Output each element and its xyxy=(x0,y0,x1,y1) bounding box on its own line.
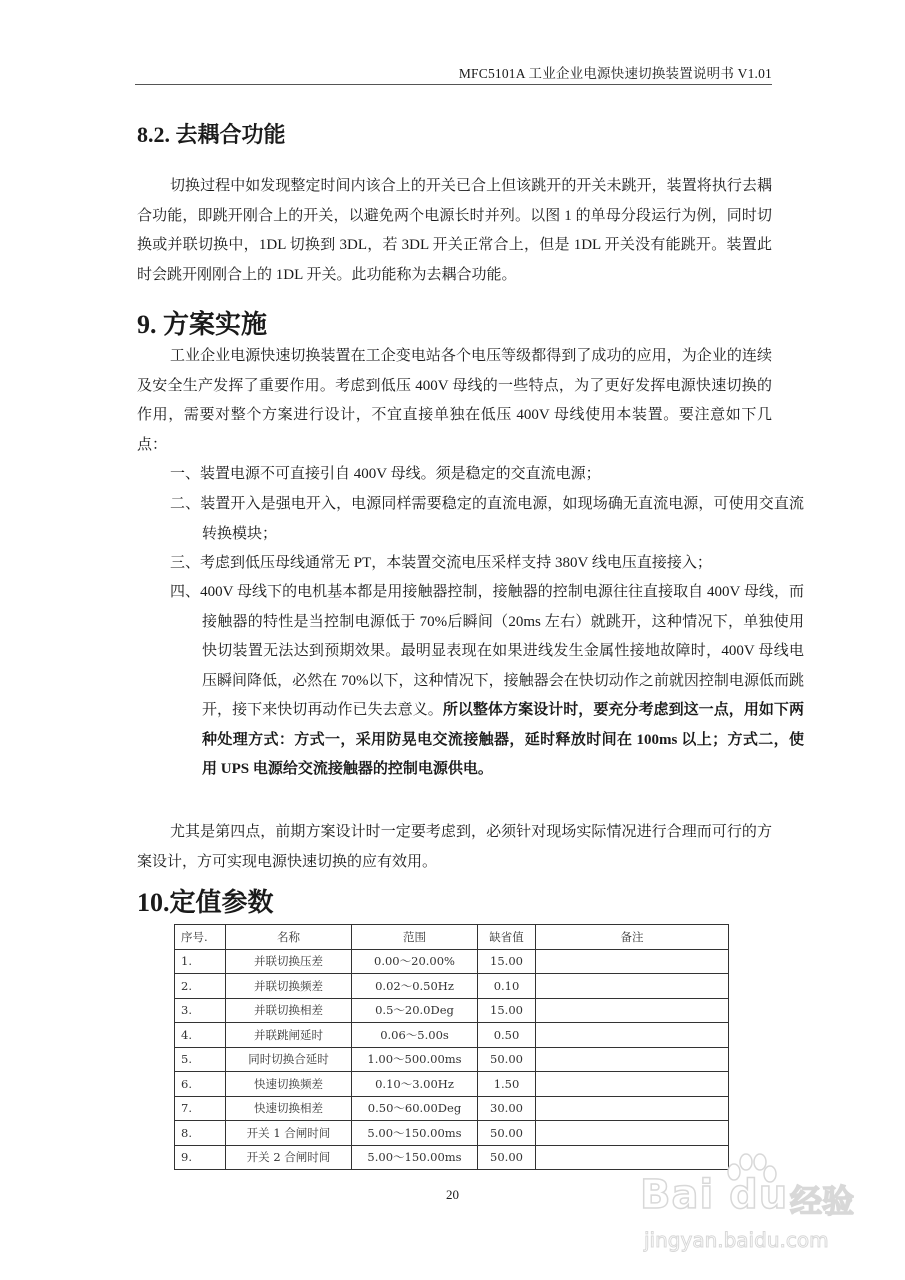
cell-index: 5. xyxy=(175,1047,226,1072)
cell-remarks xyxy=(536,949,729,974)
cell-range: 0.06～5.00s xyxy=(352,1023,478,1048)
cell-range: 0.10～3.00Hz xyxy=(352,1072,478,1097)
cell-remarks xyxy=(536,974,729,999)
document-header-title: MFC5101A 工业企业电源快速切换装置说明书 V1.01 xyxy=(458,66,772,81)
list-item-label: 一、 xyxy=(170,466,201,482)
column-header-default: 缺省值 xyxy=(478,925,536,950)
section-9-intro: 工业企业电源快速切换装置在工企变电站各个电压等级都得到了成功的应用，为企业的连续及安全生产发挥了重要作用。考虑到低压 400V 母线的一些特点，为了更好发挥电源快速切换的作用，需要对整个方案进行设计，不宜直接单独在低压 400V 母线使用本装置。要注意如下几点： xyxy=(137,348,772,453)
column-header-name: 名称 xyxy=(226,925,352,950)
list-item-text: 装置电源不可直接引自 400V 母线。须是稳定的交直流电源； xyxy=(200,466,601,482)
section-8-2-paragraph: 切换过程中如发现整定时间内该合上的开关已合上但该跳开的开关未跳开，装置将执行去耦合功能，即跳开刚合上的开关，以避免两个电源长时并列。以图 1 的单母分段运行为例，同时切换或并联切换中，1DL 切换到 3DL，若 3DL 开关正常合上，但是 1DL 开关没有能跳开。装置此时会跳开刚刚合上的 1DL 开关。此功能称为去耦合功能。 xyxy=(137,178,772,283)
cell-default: 0.50 xyxy=(478,1023,536,1048)
header-divider xyxy=(135,84,772,85)
table-row xyxy=(175,1072,729,1097)
cell-index: 7. xyxy=(175,1096,226,1121)
cell-range: 5.00～150.00ms xyxy=(352,1121,478,1146)
column-header-index: 序号. xyxy=(175,925,226,950)
cell-default: 30.00 xyxy=(478,1096,536,1121)
cell-name: 快速切换相差 xyxy=(226,1096,352,1121)
cell-default: 50.00 xyxy=(478,1121,536,1146)
list-item-label: 三、 xyxy=(170,555,201,571)
list-item-label: 四、 xyxy=(170,584,201,600)
cell-default: 1.50 xyxy=(478,1072,536,1097)
cell-range: 5.00～150.00ms xyxy=(352,1145,478,1170)
cell-remarks xyxy=(536,1023,729,1048)
cell-name: 开关 1 合闸时间 xyxy=(226,1121,352,1146)
list-item-label: 二、 xyxy=(170,496,201,512)
list-item-emphasis: 所以整体方案设计时，要充分考虑到这一点，用如下两种处理方式：方式一，采用防晃电交流接触器，延时释放时间在 100ms 以上；方式二，使用 UPS 电源给交流接触器的控制电源供电。 xyxy=(202,702,804,777)
table-row xyxy=(175,949,729,974)
cell-remarks xyxy=(536,998,729,1023)
table-header-row xyxy=(175,925,729,950)
list-item-text: 400V 母线下的电机基本都是用接触器控制，接触器的控制电源往往直接取自 400V 母线，而接触器的特性是当控制电源低于 70%后瞬间（20ms 左右）就跳开，这种情况下，单独使用快切装置无法达到预期效果。最明显表现在如果进线发生金属性接地故障时，400V 母线电压瞬间降低，必然在 70%以下，这种情况下，接触器会在快切动作之前就因控制电源低而跳开，接下来快切再动作已失去意义。 xyxy=(200,584,804,718)
section-8-2-heading: 8.2. 去耦合功能 xyxy=(137,122,286,147)
cell-range: 0.02～0.50Hz xyxy=(352,974,478,999)
table-row xyxy=(175,974,729,999)
list-item-3 xyxy=(170,549,804,579)
cell-index: 1. xyxy=(175,949,226,974)
list-item-text: 考虑到低压母线通常无 PT，本装置交流电压采样支持 380V 线电压直接接入； xyxy=(200,555,712,571)
section-9-closing: 尤其是第四点，前期方案设计时一定要考虑到，必须针对现场实际情况进行合理而可行的方案设计，方可实现电源快速切换的应有效用。 xyxy=(137,824,772,870)
section-10-heading: 10.定值参数 xyxy=(137,888,274,917)
cell-default: 15.00 xyxy=(478,998,536,1023)
cell-range: 0.5～20.0Deg xyxy=(352,998,478,1023)
cell-remarks xyxy=(536,1047,729,1072)
list-item-text: 装置开入是强电开入，电源同样需要稳定的直流电源，如现场确无直流电源，可使用交直流转换模块； xyxy=(200,496,804,542)
cell-range: 0.50～60.00Deg xyxy=(352,1096,478,1121)
cell-default: 50.00 xyxy=(478,1047,536,1072)
section-9-heading: 9. 方案实施 xyxy=(137,310,268,339)
cell-remarks xyxy=(536,1096,729,1121)
page-number: 20 xyxy=(446,1187,459,1202)
cell-name: 并联跳闸延时 xyxy=(226,1023,352,1048)
table-row xyxy=(175,1023,729,1048)
table-row xyxy=(175,998,729,1023)
cell-default: 15.00 xyxy=(478,949,536,974)
baidu-jingyan-watermark xyxy=(640,1160,890,1270)
list-item-1 xyxy=(170,460,804,490)
cell-name: 开关 2 合闸时间 xyxy=(226,1145,352,1170)
cell-name: 快速切换频差 xyxy=(226,1072,352,1097)
cell-name: 并联切换压差 xyxy=(226,949,352,974)
table-row xyxy=(175,1096,729,1121)
cell-remarks xyxy=(536,1072,729,1097)
cell-name: 并联切换频差 xyxy=(226,974,352,999)
cell-index: 4. xyxy=(175,1023,226,1048)
column-header-remarks: 备注 xyxy=(536,925,729,950)
cell-default: 50.00 xyxy=(478,1145,536,1170)
cell-index: 2. xyxy=(175,974,226,999)
cell-range: 0.00～20.00% xyxy=(352,949,478,974)
list-item-4 xyxy=(170,578,804,785)
cell-name: 并联切换相差 xyxy=(226,998,352,1023)
cell-index: 9. xyxy=(175,1145,226,1170)
cell-remarks xyxy=(536,1121,729,1146)
list-item-2 xyxy=(170,490,804,549)
parameter-table xyxy=(174,924,729,1170)
cell-name: 同时切换合延时 xyxy=(226,1047,352,1072)
cell-default: 0.10 xyxy=(478,974,536,999)
watermark-url: jingyan.baidu.com xyxy=(644,1228,829,1252)
cell-index: 3. xyxy=(175,998,226,1023)
watermark-logo: Bai du xyxy=(640,1172,789,1218)
table-row xyxy=(175,1121,729,1146)
column-header-range: 范围 xyxy=(352,925,478,950)
cell-index: 6. xyxy=(175,1072,226,1097)
cell-index: 8. xyxy=(175,1121,226,1146)
watermark-logo-cn: 经验 xyxy=(790,1182,855,1220)
cell-range: 1.00～500.00ms xyxy=(352,1047,478,1072)
table-row xyxy=(175,1047,729,1072)
